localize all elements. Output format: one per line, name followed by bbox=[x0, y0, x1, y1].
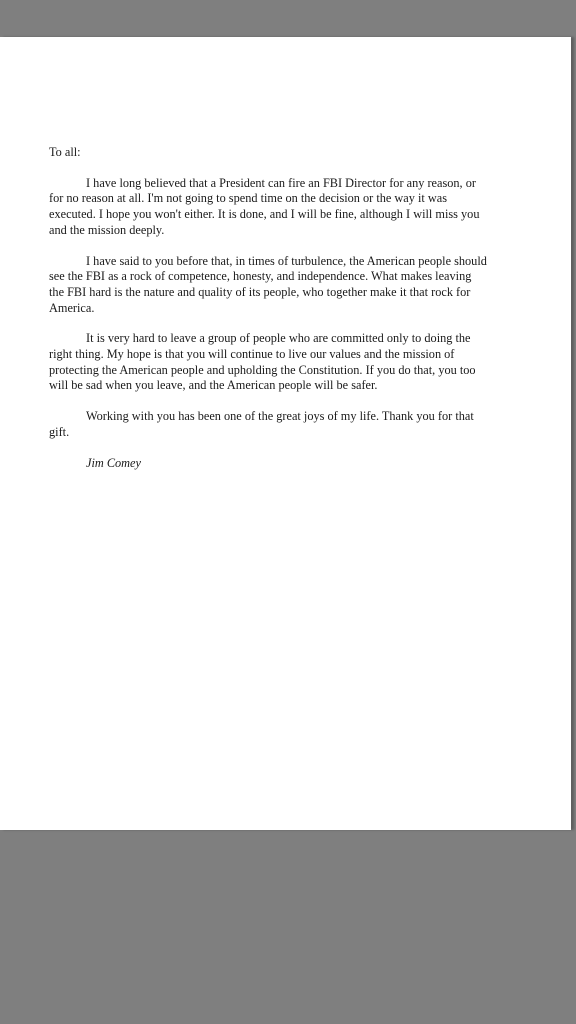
letter-paragraph-2: I have said to you before that, in times of turbulence, the American people should see the FBI as a rock of competence, honesty, and independence. What makes leaving the FBI hard is the nature and quality of its people, who together make it that rock for America. bbox=[49, 253, 487, 315]
letter-body bbox=[49, 145, 489, 471]
letter-paragraph-1: I have long believed that a President can fire an FBI Director for any reason, or for no reason at all. I'm not going to spend time on the decision or the way it was executed. I hope you won't either. It is done, and I will be fine, although I will miss you and the mission deeply. bbox=[49, 175, 480, 237]
document-page bbox=[0, 37, 571, 830]
letter-paragraph-3: It is very hard to leave a group of people who are committed only to doing the right thing. My hope is that you will continue to live our values and the mission of protecting the American people and upholding the Constitution. If you do that, you too will be sad when you leave, and the American people will be safer. bbox=[49, 331, 476, 393]
letter-paragraph-4: Working with you has been one of the great joys of my life. Thank you for that gift. bbox=[49, 409, 474, 439]
letter-salutation: To all: bbox=[49, 145, 81, 159]
letter-signature: Jim Comey bbox=[86, 455, 141, 470]
